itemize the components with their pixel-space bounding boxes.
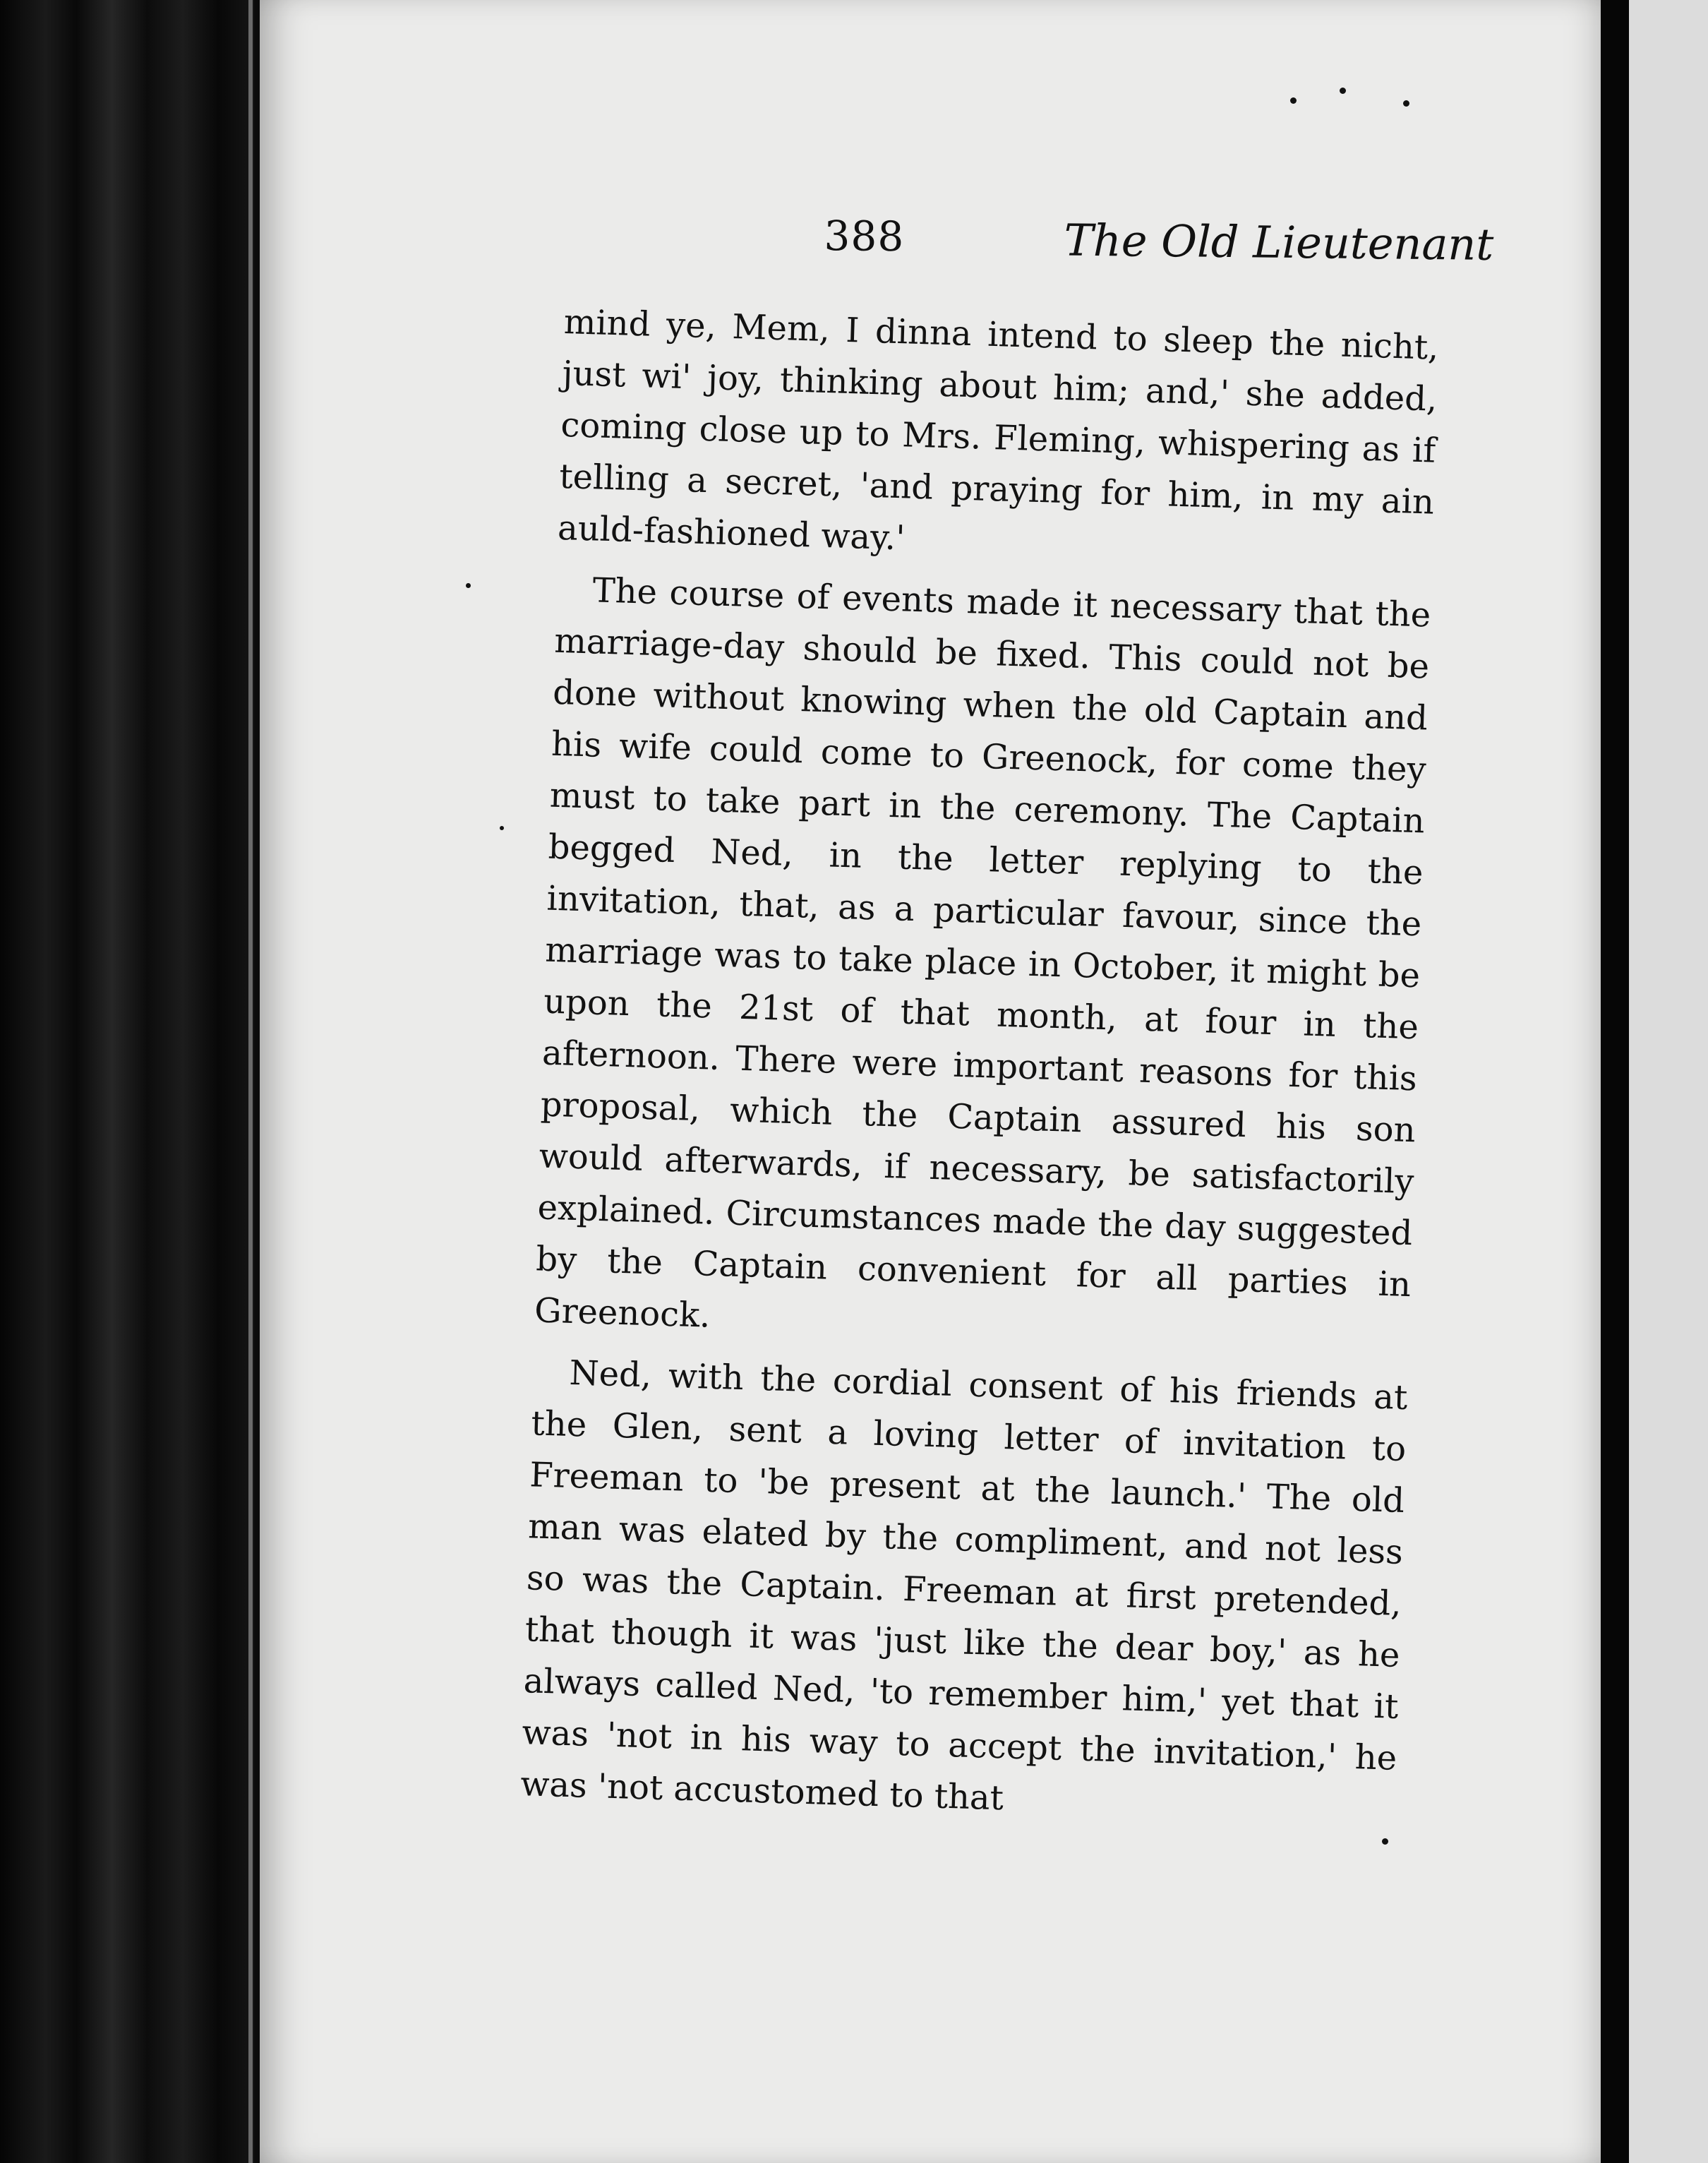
- running-title: The Old Lieutenant: [1064, 214, 1494, 270]
- ink-speck: [1340, 88, 1346, 94]
- book-binding: [0, 0, 254, 2163]
- ink-speck: [500, 826, 504, 830]
- running-head: [824, 209, 1494, 280]
- page-gutter-shadow: [1601, 0, 1629, 2163]
- page-number: 388: [824, 211, 905, 261]
- paragraph-1: mind ye, Mem, I dinna intend to sleep the nicht, just wi' joy, thinking about him; and,' she added, coming close up to Mrs. Fleming, whispering as if telling a secret, 'and praying for him, in my ain auld-fashioned way.': [557, 301, 1440, 558]
- ink-speck: [466, 583, 471, 588]
- next-page-edge: [1629, 0, 1708, 2163]
- paragraph-2: The course of events made it necessary that the marriage-day should be fixed. This could not be done without knowing when the old Captain and his wife could come to Greenock, for come they must to take part in the ceremony. The Captain begged Ned, in the letter replying to the invitation, that, as a particular favour, since the marriage was to take place in October, it might be upon the 21st of that month, at four in the afternoon. There were important reasons for this proposal, which the Captain assured his son would afterwards, if necessary, be satisfactorily explained. Circumstances made the day suggested by the Captain convenient for all parties in Greenock.: [534, 570, 1431, 1336]
- body-text: [519, 296, 1440, 1846]
- ink-speck: [1403, 100, 1409, 107]
- paragraph-3: Ned, with the cordial consent of his friends at the Glen, sent a loving letter of invitation to Freeman to 'be present at the launch.' The old man was elated by the compliment, and not less so was the Captain. Freeman at first pretended, that though it was 'just like the dear boy,' as he always called Ned, 'to remember him,' yet that it was 'not in his way to accept the invitation,' he was 'not accustomed to that: [519, 1353, 1409, 1819]
- ink-speck: [1290, 97, 1297, 104]
- binding-edge-line: [248, 0, 253, 2163]
